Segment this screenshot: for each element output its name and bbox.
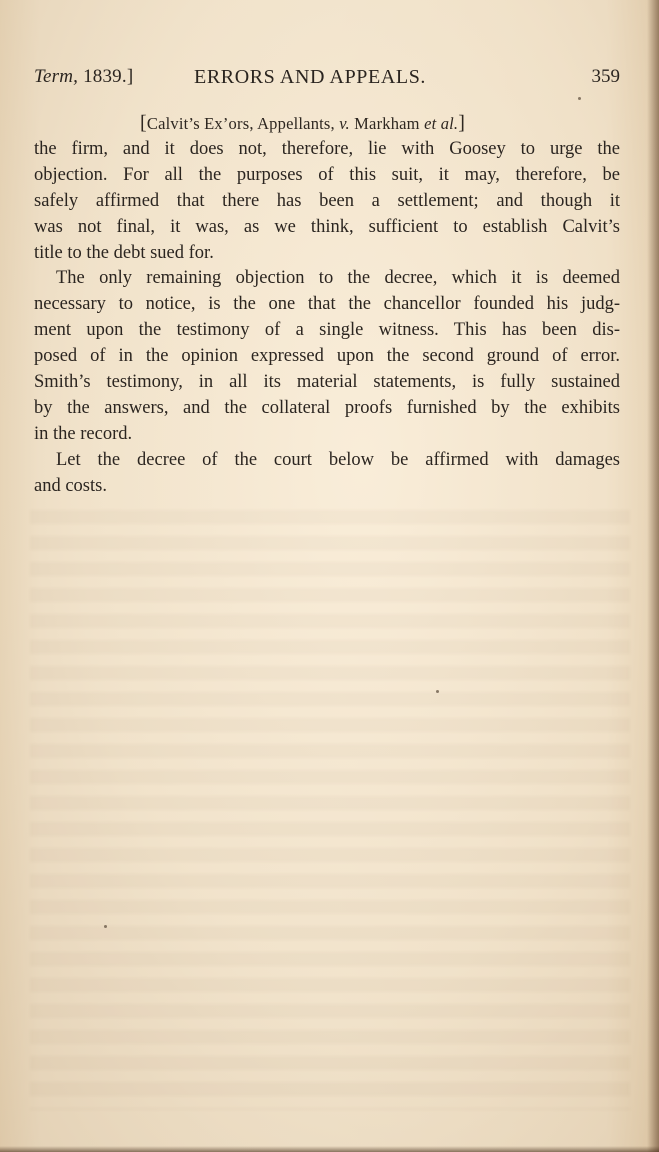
paper-speck bbox=[436, 690, 439, 693]
caption-respondent: Markham bbox=[354, 114, 420, 133]
case-caption bbox=[140, 112, 465, 135]
page-edge-shadow-right bbox=[647, 0, 659, 1152]
text-line: The only remaining objection to the decree, which it is deemed bbox=[56, 268, 620, 289]
running-head-term bbox=[34, 66, 133, 88]
text-line: posed of in the opinion expressed upon the second ground of error. bbox=[34, 346, 620, 367]
caption-et-al: et al. bbox=[424, 114, 459, 133]
caption-appellants: Calvit’s Ex’ors, Appellants, bbox=[146, 114, 335, 133]
text-line: Smith’s testimony, in all its material statements, is fully sustained bbox=[34, 372, 620, 393]
show-through-text bbox=[30, 510, 630, 1110]
text-line: necessary to notice, is the one that the chancellor founded his judg- bbox=[34, 294, 620, 315]
page-edge-shadow-bottom bbox=[0, 1146, 659, 1152]
opinion-text bbox=[34, 137, 620, 499]
running-head-title: ERRORS AND APPEALS. bbox=[194, 66, 427, 88]
paper-speck bbox=[578, 97, 581, 100]
text-line: and costs. bbox=[34, 475, 107, 496]
running-header bbox=[34, 66, 620, 96]
text-line: by the answers, and the collateral proofs furnished by the exhibits bbox=[34, 397, 620, 418]
term-label: Term, bbox=[34, 66, 79, 87]
text-line: in the record. bbox=[34, 423, 133, 444]
paper-speck bbox=[104, 925, 107, 928]
caption-versus: v. bbox=[339, 114, 350, 133]
text-line: was not final, it was, as we think, sufficient to establish Calvit’s bbox=[34, 216, 620, 237]
text-line: objection. For all the purposes of this suit, it may, therefore, be bbox=[34, 164, 620, 185]
page-number: 359 bbox=[591, 66, 620, 87]
text-line: safely affirmed that there has been a settlement; and though it bbox=[34, 190, 620, 211]
caption-open-bracket: [ bbox=[140, 112, 147, 134]
text-line: the firm, and it does not, therefore, lie with Goosey to urge the bbox=[34, 139, 620, 159]
text-line: ment upon the testimony of a single witness. This has been dis- bbox=[34, 320, 620, 341]
text-line: Let the decree of the court below be affirmed with damages bbox=[56, 449, 620, 470]
term-year: 1839.] bbox=[83, 66, 134, 87]
caption-close-bracket: ] bbox=[458, 112, 466, 134]
text-line: title to the debt sued for. bbox=[34, 242, 214, 263]
